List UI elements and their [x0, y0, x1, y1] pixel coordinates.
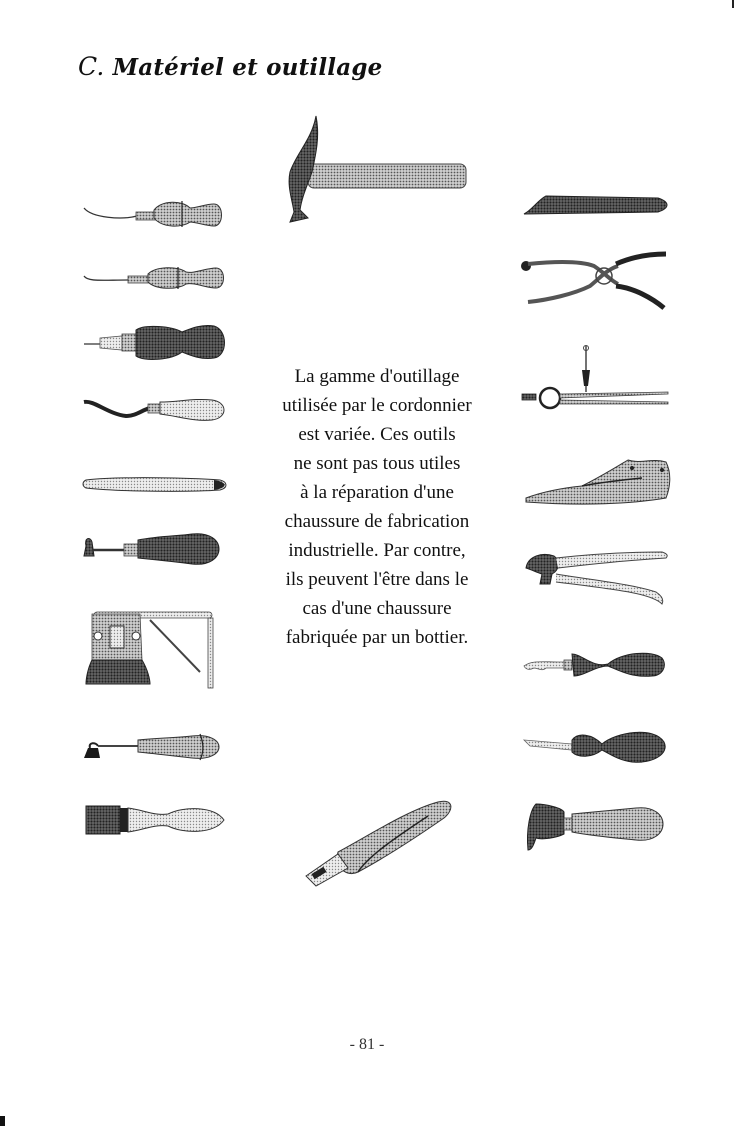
body-line: industrielle. Par contre,: [288, 540, 466, 561]
section-letter: C.: [78, 52, 105, 81]
trimming-knife-icon: [522, 726, 670, 766]
body-line: utilisée par le cordonnier: [282, 395, 472, 416]
scan-corner-mark: [0, 1116, 5, 1126]
body-line: ne sont pas tous utiles: [293, 453, 461, 474]
heel-iron-icon: [82, 730, 227, 764]
body-line: La gamme d'outillage: [294, 366, 460, 387]
body-line: chaussure de fabrication: [284, 511, 470, 532]
welt-iron-icon: [84, 802, 229, 838]
edge-trimmer-icon: [298, 796, 454, 890]
burnisher-icon: [526, 800, 672, 856]
heating-lamp-icon: [86, 608, 226, 690]
body-line: ils peuvent l'être dans le: [285, 569, 469, 590]
edge-iron-icon: [82, 528, 227, 568]
nippers-icon: [522, 548, 670, 604]
page-number: - 81 -: [349, 1036, 385, 1053]
skiving-knife-icon: [522, 646, 670, 680]
section-title: Matériel et outillage: [112, 54, 383, 81]
lasting-pliers-icon: [518, 250, 670, 312]
wing-compass-icon: [522, 342, 672, 412]
stitching-awl-icon: [82, 322, 227, 362]
burnishing-stick-icon: [82, 474, 227, 494]
shoe-last-icon: [522, 454, 672, 506]
body-line: à la réparation d'une: [300, 482, 454, 503]
cobbler-hammer-icon: [282, 114, 472, 229]
rasp-file-icon: [522, 192, 670, 218]
curved-awl-icon: [82, 196, 227, 230]
body-line: fabriquée par un bottier.: [285, 627, 469, 648]
page-title: [78, 52, 382, 81]
body-paragraph: [262, 362, 492, 652]
body-line: cas d'une chaussure: [302, 598, 452, 619]
hooked-awl-icon: [82, 264, 227, 292]
body-line: est variée. Ces outils: [298, 424, 456, 445]
curved-knife-icon: [82, 394, 227, 424]
